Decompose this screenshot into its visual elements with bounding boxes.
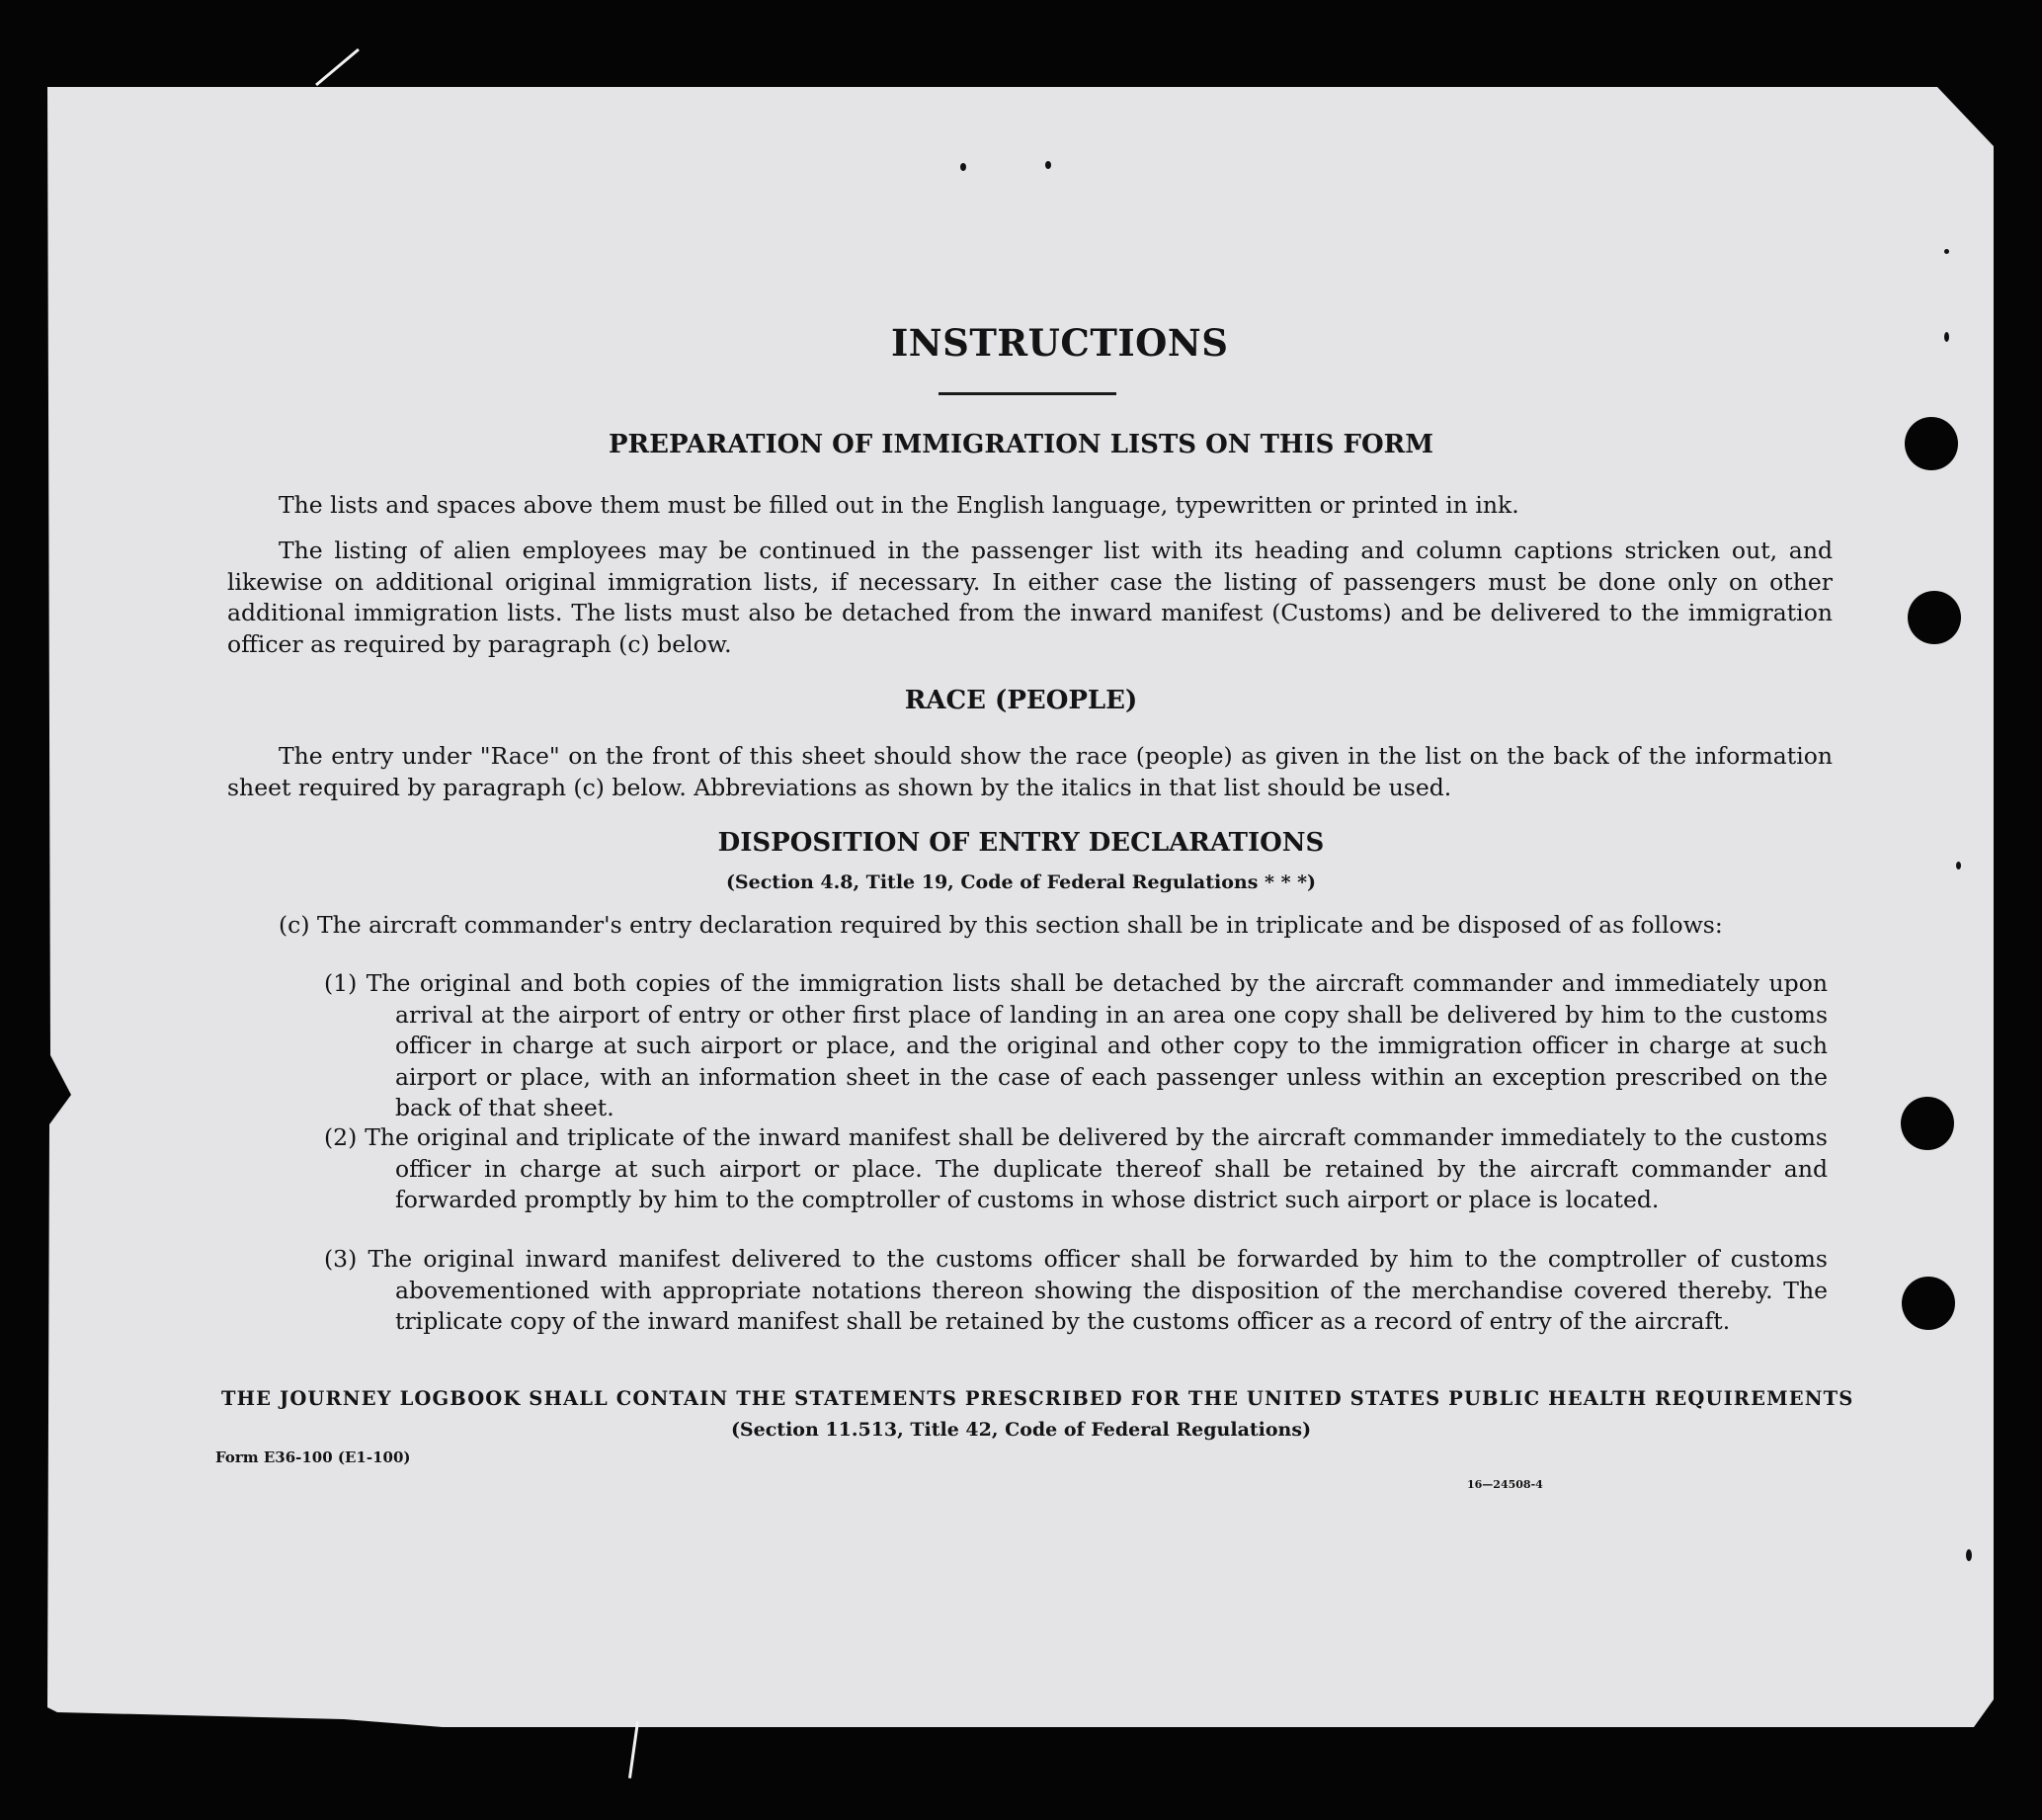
document-title: INSTRUCTIONS — [891, 321, 1229, 365]
speck — [1045, 161, 1051, 169]
speck — [1944, 332, 1949, 342]
preparation-paragraph-1: The lists and spaces above them must be filled out in the English language, typewritten or printed in ink. — [279, 491, 1519, 519]
punch-hole-3 — [1901, 1097, 1954, 1150]
race-heading: RACE (PEOPLE) — [904, 686, 1138, 715]
footer-statement: THE JOURNEY LOGBOOK SHALL CONTAIN THE STATEMENTS PRESCRIBED FOR THE UNITED STATES PUBLIC HEALTH REQUIREMENTS — [221, 1387, 1854, 1410]
disposition-item-3: (3) The original inward manifest delivered to the customs officer shall be forwarded by him to the comptroller of customs abovementioned with appropriate notations thereon showing the disposition of the merchandise covered thereby. The triplicate copy of the inward manifest shall be retained by the customs officer as a record of entry of the aircraft. — [324, 1245, 1828, 1335]
preparation-heading: PREPARATION OF IMMIGRATION LISTS ON THIS FORM — [609, 430, 1433, 459]
footer-citation: (Section 11.513, Title 42, Code of Federal Regulations) — [730, 1419, 1312, 1441]
print-code: 16—24508-4 — [1467, 1478, 1543, 1491]
race-paragraph: The entry under "Race" on the front of this sheet should show the race (people) as given in the list on the back of the information sheet required by paragraph (c) below. Abbreviations as shown by the italics in that list should be used. — [227, 742, 1833, 801]
disposition-citation: (Section 4.8, Title 19, Code of Federal Regulations * * *) — [725, 871, 1317, 893]
speck — [1956, 862, 1961, 869]
title-underline — [939, 392, 1116, 395]
disposition-item-1: (1) The original and both copies of the immigration lists shall be detached by the aircraft commander and immediately upon arrival at the airport of entry or other first place of landing in an area one copy shall be delivered by him to the customs officer in charge at such airport or place, and the original and other copy to the immigration officer in charge at such airport or place, with an information sheet in the case of each passenger unless within an exception prescribed on the back of that sheet. — [324, 969, 1828, 1121]
form-number: Form E36-100 (E1-100) — [215, 1448, 411, 1466]
disposition-clause-c: (c) The aircraft commander's entry declaration required by this section shall be in triplicate and be disposed of as follows: — [279, 911, 1723, 939]
punch-hole-2 — [1908, 591, 1961, 644]
disposition-item-2: (2) The original and triplicate of the inward manifest shall be delivered by the aircraft commander immediately to the customs officer in charge at such airport or place. The duplicate thereof shall be retained by the aircraft commander and forwarded promptly by him to the comptroller of customs in whose district such airport or place is located. — [324, 1123, 1828, 1213]
disposition-heading: DISPOSITION OF ENTRY DECLARATIONS — [717, 828, 1325, 858]
scan-scratch — [628, 1721, 639, 1779]
speck — [960, 163, 966, 171]
speck — [1966, 1549, 1972, 1561]
punch-hole-4 — [1902, 1277, 1955, 1330]
speck — [1944, 249, 1949, 254]
scan-scratch — [315, 48, 360, 86]
preparation-paragraph-2: The listing of alien employees may be continued in the passenger list with its heading and column captions stricken out, and likewise on additional original immigration lists, if necessary. In either case the listing of passengers must be done only on other additional immigration lists. The lists must also be detached from the inward manifest (Customs) and be delivered to the immigration officer as required by paragraph (c) below. — [227, 537, 1833, 658]
